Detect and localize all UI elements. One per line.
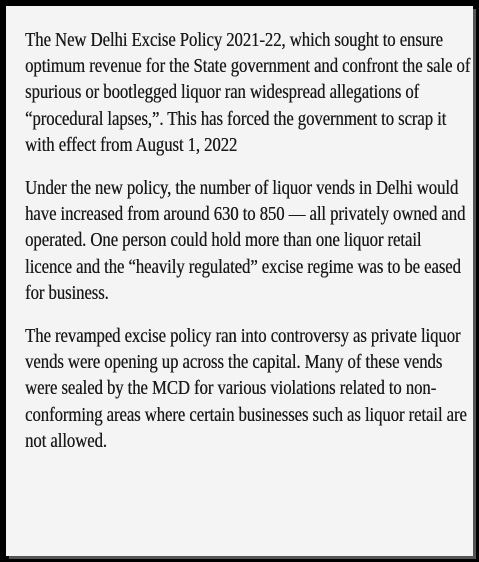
paragraph-controversy: The revamped excise policy ran into controversy as private liquor vends were opening up across the capital. Many of these vends were sealed by the MCD for various violations related to non-conforming areas where certain businesses such as liquor retail are not allowed. [25, 326, 467, 452]
paragraph-new-policy: Under the new policy, the number of liquor vends in Delhi would have increased from around 630 to 850 — all privately owned and operated. One person could hold more than one liquor retail licence and the “heavily regulated” excise regime was to be eased for business. [25, 178, 466, 304]
paragraph-excise-policy: The New Delhi Excise Policy 2021-22, which sought to ensure optimum revenue for the State government and confront the sale of spurious or bootlegged liquor ran widespread allegations of “procedural lapses,”. This has forced the government to scrap it with effect from August 1, 2022 [25, 30, 471, 156]
text-panel [6, 6, 473, 556]
